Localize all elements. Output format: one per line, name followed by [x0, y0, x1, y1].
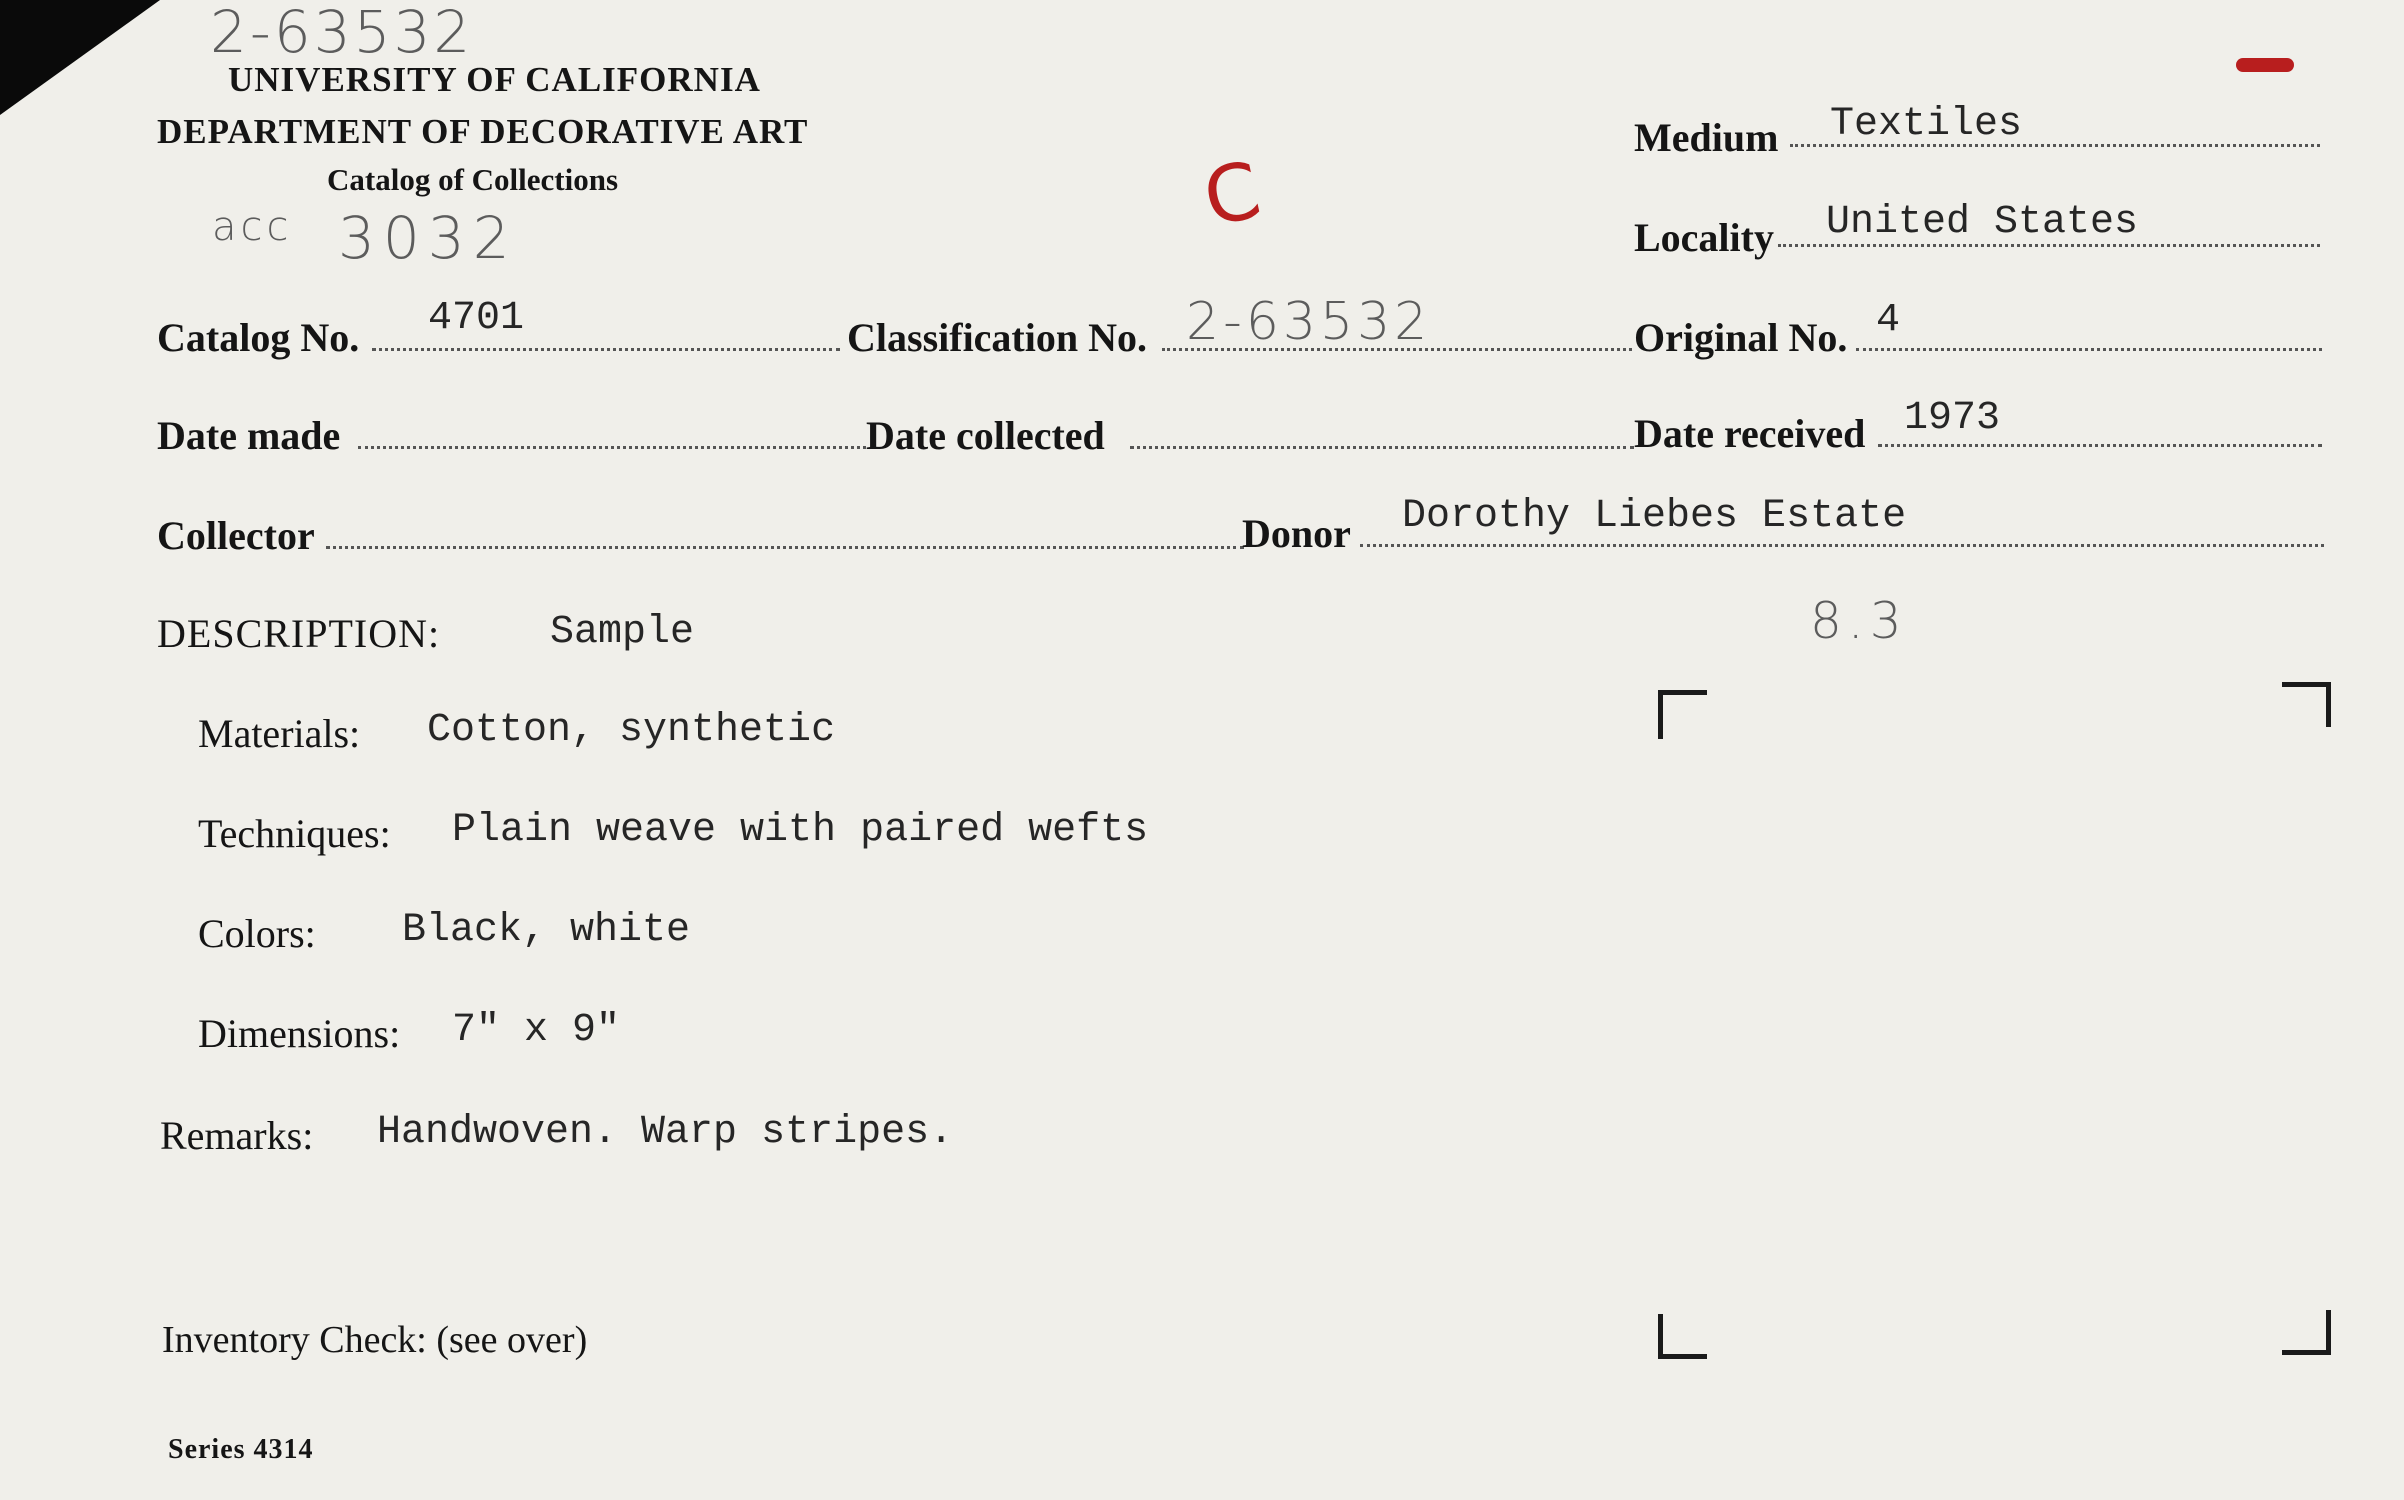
- handwritten-acc-number: 3032: [338, 204, 518, 272]
- header-department: DEPARTMENT OF DECORATIVE ART: [157, 112, 809, 151]
- card-corner-cut: [0, 0, 160, 115]
- header-catalog: Catalog of Collections: [327, 162, 619, 197]
- colors-value: Black, white: [402, 908, 691, 953]
- materials-label: Materials:: [198, 711, 361, 756]
- collector-label: Collector: [157, 513, 315, 558]
- red-ink-dash: [2236, 58, 2294, 72]
- original-no-value: 4: [1876, 298, 1901, 343]
- catalog-underline: [372, 348, 840, 351]
- donor-value: Dorothy Liebes Estate: [1402, 494, 1907, 539]
- locality-label: Locality: [1634, 215, 1774, 260]
- date-made-label: Date made: [157, 413, 341, 458]
- red-pen-mark: C: [1196, 145, 1269, 245]
- handwritten-acc-prefix: acc: [212, 204, 293, 250]
- bracket-bottom-left: [1658, 1314, 1707, 1359]
- bracket-top-right: [2282, 682, 2331, 727]
- donor-label: Donor: [1242, 511, 1351, 556]
- original-label: Original No.: [1634, 315, 1848, 360]
- donor-underline: [1360, 544, 2324, 547]
- bracket-top-left: [1658, 690, 1707, 739]
- materials-value: Cotton, synthetic: [427, 708, 836, 753]
- inventory-check: Inventory Check: (see over): [162, 1319, 588, 1361]
- date-made-underline: [358, 446, 866, 449]
- catalog-label: Catalog No.: [157, 315, 360, 360]
- handwritten-top-number: 2-63532: [210, 0, 474, 66]
- classification-no-value: 2-63532: [1186, 292, 1432, 352]
- dimensions-label: Dimensions:: [198, 1011, 401, 1056]
- remarks-label: Remarks:: [160, 1113, 314, 1158]
- locality-value: United States: [1826, 200, 2139, 245]
- classification-label: Classification No.: [847, 315, 1147, 360]
- date-received-label: Date received: [1634, 411, 1866, 456]
- date-received-value: 1973: [1904, 396, 2001, 441]
- catalog-no-value: 4701: [428, 296, 525, 341]
- date-received-underline: [1878, 444, 2322, 447]
- header-university: UNIVERSITY OF CALIFORNIA: [228, 60, 761, 99]
- colors-label: Colors:: [198, 911, 316, 956]
- bracket-bottom-right: [2282, 1310, 2331, 1355]
- dimensions-value: 7" x 9": [452, 1008, 621, 1053]
- date-collected-label: Date collected: [866, 413, 1105, 458]
- medium-label: Medium: [1634, 115, 1779, 160]
- techniques-value: Plain weave with paired wefts: [452, 808, 1149, 853]
- techniques-label: Techniques:: [198, 811, 391, 856]
- remarks-value: Handwoven. Warp stripes.: [377, 1110, 954, 1155]
- original-underline: [1856, 348, 2322, 351]
- medium-value: Textiles: [1830, 102, 2023, 147]
- date-collected-underline: [1130, 446, 1634, 449]
- description-label: DESCRIPTION:: [157, 611, 441, 656]
- collector-underline: [326, 546, 1244, 549]
- series-number: Series 4314: [168, 1434, 314, 1465]
- handwritten-margin-note: 8.3: [1810, 592, 1908, 650]
- description-value: Sample: [550, 610, 695, 655]
